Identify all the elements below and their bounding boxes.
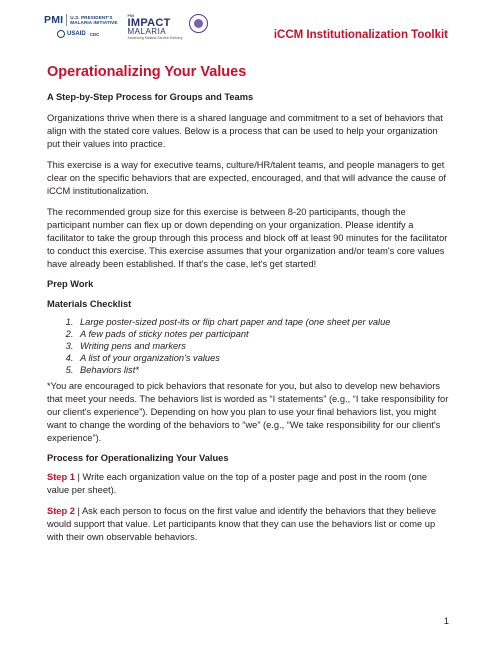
usaid-logo (57, 30, 118, 38)
prep-work-heading: Prep Work (47, 279, 94, 289)
pmi-text-line1: U.S. PRESIDENT'S (70, 14, 113, 20)
usaid-seal-icon (57, 30, 65, 38)
pmi-text (67, 15, 117, 25)
list-item: 5. Behaviors list* (76, 364, 451, 376)
page-title: Operationalizing Your Values (47, 64, 247, 80)
cdc-logo: CDC (89, 31, 100, 37)
impact-tagline: Advancing Malaria Service Delivery (127, 36, 183, 40)
step-2-text: | Ask each person to focus on the first value and identify the behaviors that they believe would support that value. Let participants know that they can use the behaviors list or come up with their own observable behaviors. (47, 506, 436, 542)
list-item: 3. Writing pens and markers (76, 340, 451, 352)
toolkit-title: iCCM Institutionalization Toolkit (273, 29, 448, 41)
partner-logos (44, 14, 208, 40)
materials-list (47, 316, 451, 376)
list-item: 4. A list of your organization's values (76, 352, 451, 364)
behaviors-footnote: *You are encouraged to pick behaviors that resonate for you, but also to develop new behaviors that meet your needs. The behaviors list is worded as “I statements” (e.g., “I take responsibility for our client's experience”). Depending on how you plan to use your final behaviors list, you might want to change the wording of the behaviors to “we” (e.g., “We take responsibility for our client's experience”). (47, 381, 449, 443)
list-item: 1. Large poster-sized post-its or flip chart paper and tape (one sheet per value (76, 316, 451, 328)
impact-wordmark: IMPACT (127, 17, 171, 29)
usaid-text: USAID (67, 31, 86, 37)
step-1 (47, 471, 451, 497)
section-subtitle: A Step-by-Step Process for Groups and Teams (47, 92, 254, 102)
step-2 (47, 505, 451, 544)
pmi-logo (44, 14, 118, 38)
step-2-label: Step 2 (47, 506, 75, 516)
materials-heading: Materials Checklist (47, 299, 132, 309)
page-header (0, 0, 486, 50)
intro-paragraph-3: The recommended group size for this exercise is between 8-20 participants, though the participant number can flex up or down depending on your organization. Please identify a facilitator to take the group through this process and block off at least 90 minutes for the facilitator to conduct this exercise. This exercise assumes that your organization and/or team's core values have already been established. If that's the case, let's get started! (47, 207, 448, 269)
list-item: 2. A few pads of sticky notes per participant (76, 328, 451, 340)
document-body (47, 64, 451, 552)
seal-emblem-icon (194, 19, 203, 28)
partner-seal-icon (189, 14, 208, 33)
page-number: 1 (443, 616, 449, 627)
malaria-wordmark: MALARIA (127, 27, 167, 36)
pmi-text-line2: MALARIA INITIATIVE (70, 20, 118, 25)
impact-pmi-label: PMI (127, 14, 134, 18)
intro-paragraph-1: Organizations thrive when there is a shared language and commitment to a set of behaviors that align with the stated core values. Below is a process that can be used to help your organization put their values into practice. (47, 113, 443, 149)
pmi-logo-top (44, 14, 118, 26)
step-1-label: Step 1 (47, 472, 75, 482)
step-1-text: | Write each organization value on the top of a poster page and post in the room (one value per sheet). (47, 472, 428, 495)
pmi-mark: PMI (44, 14, 67, 26)
process-heading: Process for Operationalizing Your Values (47, 453, 229, 463)
intro-paragraph-2: This exercise is a way for executive teams, culture/HR/talent teams, and people managers to get clear on the specific behaviors that are expected, encouraged, and that will advance the cause of iCCM institutionalization. (47, 160, 446, 196)
impact-malaria-logo (128, 14, 183, 40)
